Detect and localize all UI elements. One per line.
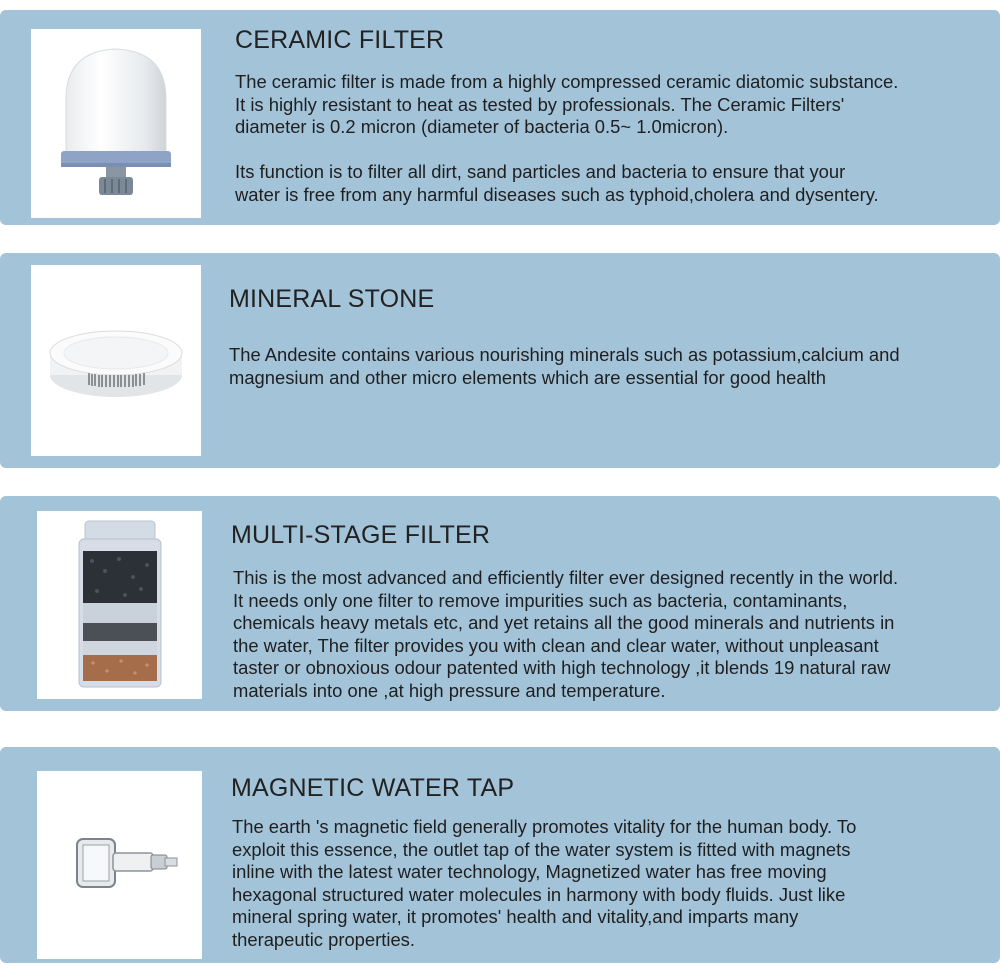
section-mineral-stone (0, 253, 1000, 468)
mineral-stone-image (31, 265, 201, 456)
section-description: This is the most advanced and efficiently filter ever designed recently in the world. It needs only one filter to remove impurities such as bacteria, contaminants, chemicals heavy metals etc, and yet retains all the good minerals and nutrients in the water, The filter provides you with clean and clear water, without unpleasant taster or obnoxious odour patented with high technology ,it blends 19 natural raw materials into one ,at high pressure and temperature. (233, 567, 899, 701)
section-title: CERAMIC FILTER (235, 26, 445, 54)
section-multi-stage-filter (0, 496, 1000, 711)
section-description: The Andesite contains various nourishing minerals such as potassium,calcium and magnesium and other micro elements which are essential for good health (229, 344, 900, 388)
section-magnetic-water-tap (0, 747, 1000, 963)
multi-stage-filter-image (37, 511, 202, 699)
magnetic-water-tap-image (37, 771, 202, 959)
section-ceramic-filter (0, 10, 1000, 225)
section-title: MULTI-STAGE FILTER (231, 521, 491, 549)
section-title: MAGNETIC WATER TAP (231, 774, 515, 802)
section-title: MINERAL STONE (229, 285, 435, 313)
ceramic-filter-image (31, 29, 201, 218)
section-description: The ceramic filter is made from a highly compressed ceramic diatomic substance. It is highly resistant to heat as tested by professionals. The Ceramic Filters' diameter is 0.2 micron (diameter of bacteria 0.5~ 1.0micron). Its function is to filter all dirt, sand particles and bacteria to ensure that your water is free from any harmful diseases such as typhoid,cholera and dysentery. (235, 71, 899, 205)
section-description: The earth 's magnetic field generally promotes vitality for the human body. To exploit this essence, the outlet tap of the water system is fitted with magnets inline with the latest water technology, Magnetized water has free moving hexagonal structured water molecules in harmony with body fluids. Just like mineral spring water, it promotes' health and vitality,and imparts many therapeutic properties. (232, 816, 857, 950)
